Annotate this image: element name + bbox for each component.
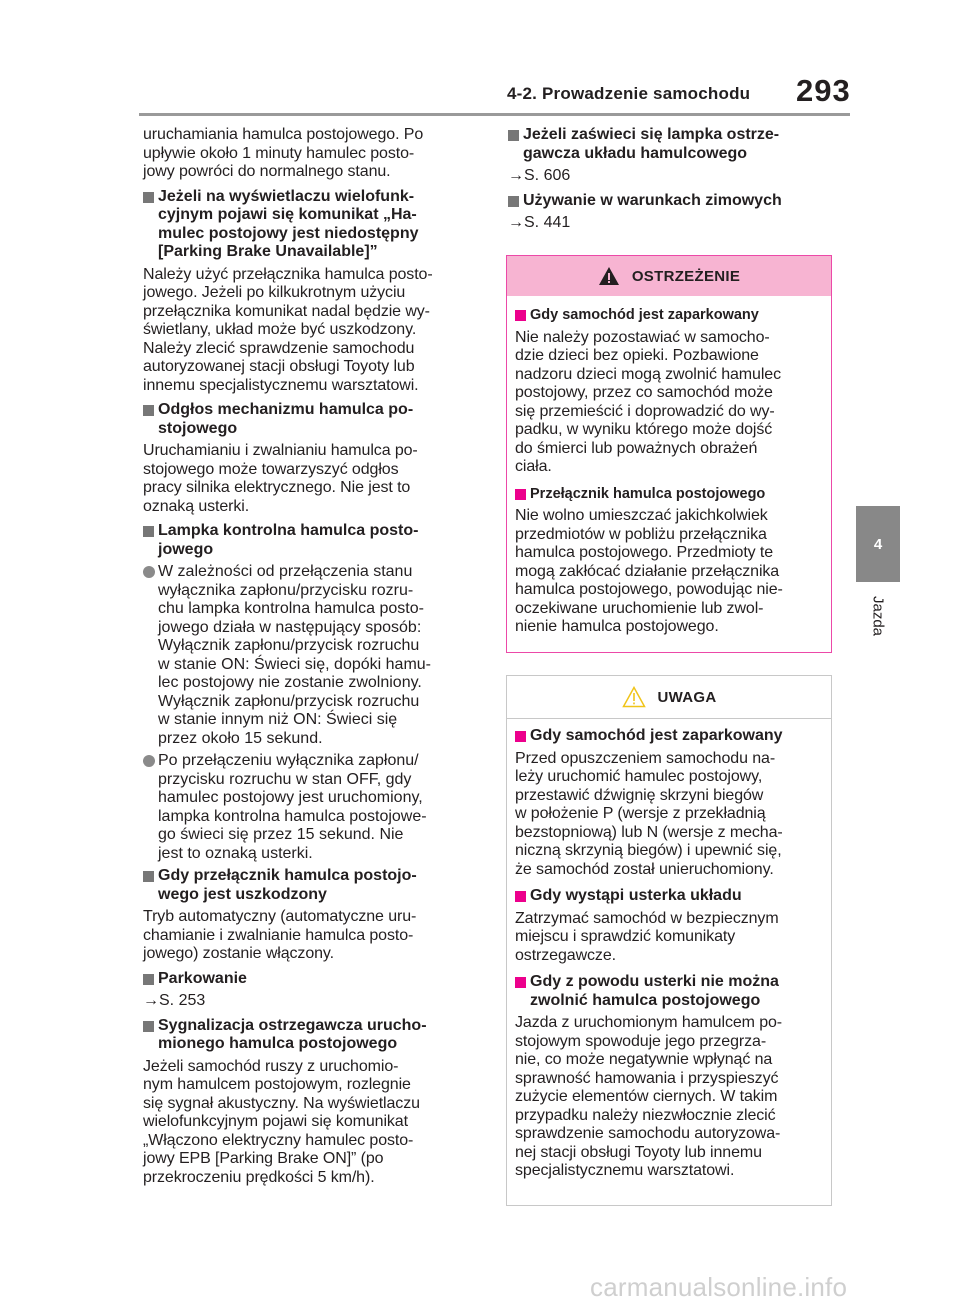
square-bullet-icon	[515, 310, 526, 321]
warning-box	[506, 255, 832, 653]
round-bullet-icon	[143, 566, 155, 578]
square-bullet-icon	[143, 405, 154, 416]
round-bullet-icon	[143, 755, 155, 767]
square-bullet-icon	[143, 1021, 154, 1032]
watermark: carmanualsonline.info	[590, 1272, 848, 1302]
square-bullet-icon	[515, 977, 526, 988]
bullet-lamp-ignition: W zależności od przełączenia stanu wyłącznika zapłonu/przycisku rozru- chu lampka kontrolna hamulca posto- jowego działa w następujący sposób: Wyłącznik zapłonu/przycisk rozruchu w stanie ON: Świeci się, dopóki hamu- lec postojowy nie zostanie zwolniony. Wyłącznik zapłonu/przycisk rozruchu w stanie innym niż ON: Świeci się przez około 15 sekund.	[143, 563, 479, 748]
square-bullet-icon	[143, 526, 154, 537]
warning-title: OSTRZEŻENIE	[631, 267, 741, 285]
paragraph-unavailable: Należy użyć przełącznika hamulca posto- jowego. Jeżeli po kilkukrotnym użyciu przełącznika komunikat nadal będzie wy- świetlany, układ może być uszkodzony. Należy zlecić sprawdzenie samochodu autoryzowanej stacji obsługi Toyoty lub innemu specjalistycznemu warsztatowi.	[143, 265, 433, 394]
caution-paragraph-cannot-release: Jazda z uruchomionym hamulcem po- stojowym spowoduje jego przegrza- nie, co może negatywnie wpłynąć na sprawność hamowania i przyspieszyć zużycie elementów ciernych. W takim przypadku należy niezwłocznie zlecić sprawdzenie samochodu autoryzowa- nej stacji obsługi Toyoty lub innemu specjalistycznemu warsztatowi.	[515, 1014, 783, 1179]
caution-box	[506, 675, 832, 1206]
square-bullet-icon	[143, 192, 154, 203]
square-bullet-icon	[515, 489, 526, 500]
reference-winter: →S. 441	[508, 214, 571, 231]
right-column	[508, 126, 832, 239]
chapter-label: Jazda	[869, 595, 887, 637]
page-number: 293	[796, 73, 851, 108]
heading-warning-signal: Sygnalizacja ostrzegawcza urucho- mionego hamulca postojowego	[143, 1017, 479, 1054]
square-bullet-icon	[515, 891, 526, 902]
caution-paragraph-malfunction: Zatrzymać samochód w bezpiecznym miejscu i sprawdzić komunikaty ostrzegawcze.	[515, 909, 779, 964]
square-bullet-icon	[143, 871, 154, 882]
caution-heading-cannot-release: Gdy z powodu usterki nie można zwolnić hamulca postojowego	[515, 973, 820, 1010]
header-rule	[139, 113, 850, 116]
warning-heading-switch: Przełącznik hamulca postojowego	[515, 485, 820, 504]
warning-triangle-icon	[598, 266, 620, 286]
heading-indicator-lamp: Lampka kontrolna hamulca posto- jowego	[143, 522, 479, 559]
reference-parking: →S. 253	[143, 992, 206, 1009]
heading-parking-brake-unavailable: Jeżeli na wyświetlaczu wielofunk- cyjnym pojawi się komunikat „Ha- mulec postojowy jest niedostępny [Parking Brake Unavailable]”	[143, 188, 479, 262]
left-column	[143, 126, 479, 1193]
caution-heading-malfunction: Gdy wystąpi usterka układu	[515, 887, 820, 906]
heading-parking: Parkowanie	[143, 970, 479, 989]
caution-title: UWAGA	[657, 688, 717, 706]
caution-paragraph-parked: Przed opuszczeniem samochodu na- leży uruchomić hamulec postojowy, przestawić dźwignię skrzyni biegów w położenie P (wersje z przekładnią bezstopniową) lub N (wersje z mecha- niczną skrzynią biegów) i upewnić się, że samochód został unieruchomiony.	[515, 749, 783, 878]
warning-paragraph-switch: Nie wolno umieszczać jakichkolwiek przedmiotów w pobliżu przełącznika hamulca postojowego. Przedmioty te mogą zakłócać działanie przełącznika hamulca postojowego, powodując nie- oczekiwane uruchomienie lub zwol- nienie hamulca postojowego.	[515, 507, 783, 635]
chapter-number: 4	[873, 535, 883, 553]
paragraph-noise: Uruchamianiu i zwalnianiu hamulca po- stojowego może towarzyszyć odgłos pracy silnika elektrycznego. Nie jest to oznaką usterki.	[143, 442, 418, 515]
square-bullet-icon	[508, 196, 519, 207]
warning-heading-parked: Gdy samochód jest zaparkowany	[515, 306, 820, 325]
square-bullet-icon	[508, 130, 519, 141]
chapter-tab	[856, 506, 900, 582]
caution-header	[507, 676, 831, 719]
paragraph-warning-signal: Jeżeli samochód ruszy z uruchomio- nym hamulcem postojowym, rozlegnie się sygnał akustyczny. Na wyświetlaczu wielofunkcyjnym pojawi się komunikat „Włączono elektryczny hamulec posto- jowy EPB [Parking Brake ON]” (po przekroczeniu prędkości 5 km/h).	[143, 1057, 420, 1186]
caution-triangle-icon	[622, 686, 646, 708]
warning-header	[507, 256, 831, 296]
intro-paragraph: uruchamiania hamulca postojowego. Po upływie około 1 minuty hamulec posto- jowy powróci do normalnego stanu.	[143, 126, 424, 180]
reference-brake-warning: →S. 606	[508, 167, 571, 184]
heading-mechanism-noise: Odgłos mechanizmu hamulca po- stojowego	[143, 401, 479, 438]
warning-paragraph-parked: Nie należy pozostawiać w samocho- dzie dzieci bez opieki. Pozbawione nadzoru dzieci mogą zwolnić hamulec postojowy, przez co samochód może się przemieścić i doprowadzić do wy- padku, w wyniku którego może dojść do śmierci lub poważnych obrażeń ciała.	[515, 328, 781, 475]
heading-switch-malfunction: Gdy przełącznik hamulca postojo- wego jest uszkodzony	[143, 867, 479, 904]
heading-winter-use: Używanie w warunkach zimowych	[508, 192, 832, 211]
square-bullet-icon	[515, 731, 526, 742]
heading-brake-warning-lamp: Jeżeli zaświeci się lampka ostrze- gawcza układu hamulcowego	[508, 126, 832, 163]
paragraph-switch-malfunction: Tryb automatyczny (automatyczne uru- chamianie i zwalnianie hamulca posto- jowego) zostanie włączony.	[143, 908, 417, 962]
section-title: 4-2. Prowadzenie samochodu	[507, 84, 751, 103]
caution-heading-parked: Gdy samochód jest zaparkowany	[515, 727, 820, 746]
bullet-lamp-off: Po przełączeniu wyłącznika zapłonu/ przycisku rozruchu w stan OFF, gdy hamulec postojowy jest uruchomiony, lampka kontrolna hamulca postojowe- go świeci się przez 15 sekund. Nie jest to oznaką usterki.	[143, 752, 479, 863]
square-bullet-icon	[143, 974, 154, 985]
